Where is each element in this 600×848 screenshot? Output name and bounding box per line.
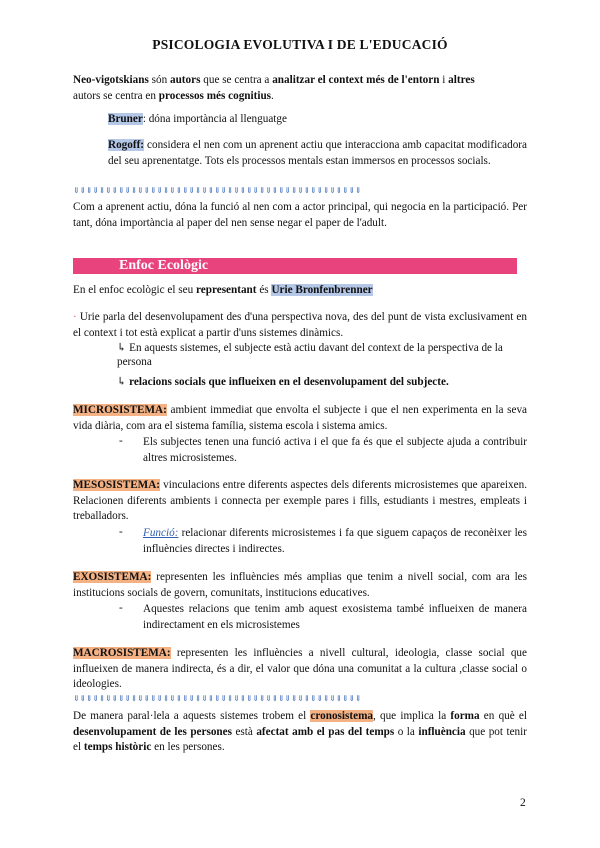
urie-text: Urie parla del desenvolupament des d'una perspectiva nova, des del punt de vista exclusivament en el context i tot està explicat a partir d'uns sistemes dinàmics. xyxy=(73,311,527,339)
crono-text: , que implica la xyxy=(372,710,451,722)
intro-text: i xyxy=(439,74,449,86)
dash-bullet-icon: - xyxy=(119,435,123,447)
rogoff-name: Rogoff: xyxy=(108,139,145,151)
arrow-icon: ↳ xyxy=(117,376,127,388)
intro-altres: altres xyxy=(448,74,475,86)
intro-text: autors se centra en xyxy=(73,89,159,102)
exosistema-subitem: Aquestes relacions que tenim amb aquest exosistema també influeixen de manera indirectament en els microsistemes xyxy=(143,603,527,631)
exosistema-text: representen les influències més amplias que tenim a nivell social, com ara les institucions socials de govern, comunitats, institucions educatives. xyxy=(73,571,527,599)
macrosistema-label: MACROSISTEMA: xyxy=(73,647,171,659)
cronosistema-term: cronosistema xyxy=(310,710,373,722)
arrow-item-text: relacions socials que influeixen en el desenvolupament del subjecte. xyxy=(126,376,449,388)
macrosistema-text: representen les influències a nivell cultural, ideologia, classe social que influeixen de manera indirecta, és a dir, el valor que dóna una comunitat a la cultura ,classe social o ideologies. xyxy=(73,647,527,690)
cronosistema-paragraph xyxy=(73,709,527,756)
intro-text: són xyxy=(148,74,170,86)
eco-paragraph xyxy=(73,283,527,299)
crono-text: De manera paral·lela a aquests sistemes trobem el xyxy=(73,710,311,722)
intro-processos: processos més cognitius xyxy=(158,89,272,102)
macrosistema-paragraph xyxy=(73,646,527,693)
crono-text: en les persones. xyxy=(151,741,225,753)
rogoff-paragraph xyxy=(108,138,527,169)
exosistema-paragraph xyxy=(73,570,527,601)
eco-representant: representant xyxy=(196,284,257,296)
page-title: PSICOLOGIA EVOLUTIVA I DE L'EDUCACIÓ xyxy=(152,37,448,52)
mesosistema-paragraph xyxy=(73,478,527,525)
bruner-name: Bruner xyxy=(108,113,143,125)
microsistema-subitem: Els subjectes tenen una funció activa i el que fa és que el subjecte ajuda a contribuir altres microsistemes. xyxy=(143,436,527,464)
mesosistema-subitem-text: relacionar diferents microsistemes i fa que siguem capaços de reconèixer les influències directes i indirectes. xyxy=(143,527,527,555)
funcio-link[interactable]: Funció: xyxy=(143,527,179,539)
intro-autors: autors xyxy=(169,74,201,86)
exosistema-label: EXOSISTEMA: xyxy=(73,571,152,583)
crono-text: en què el xyxy=(479,710,527,722)
eco-text: és xyxy=(256,284,272,296)
intro-context: analitzar el context més de l'entorn xyxy=(272,74,440,86)
section-heading-bar xyxy=(73,258,517,274)
dash-bullet-icon: - xyxy=(119,526,123,538)
crono-temps-historic: temps històric xyxy=(83,741,152,753)
rogoff-text: considera el nen com un aprenent actiu que interacciona amb capacitat modificadora del seu aprenentatge. Tots els processos mentals estan immersos en processos socials. xyxy=(108,139,527,167)
summary-paragraph: Com a aprenent actiu, dóna la funció al nen com a actor principal, qui negocia en la participació. Per tant, dóna importància al paper del nen sense negar el paper de l'adult. xyxy=(73,201,527,229)
microsistema-label: MICROSISTEMA: xyxy=(73,404,167,416)
bruner-text: : dóna importància al llenguatge xyxy=(142,113,287,125)
eco-author-name: Urie Bronfenbrenner xyxy=(271,284,373,296)
mesosistema-subitem xyxy=(143,526,527,557)
arrow-item-text: En aquests sistemes, el subjecte està actiu davant del context de la perspectiva de la persona xyxy=(117,342,503,368)
section-title: Enfoc Ecològic xyxy=(119,258,209,273)
bruner-paragraph xyxy=(108,112,527,128)
arrow-divider: ⇓⇓⇓⇓⇓⇓⇓⇓⇓⇓⇓⇓⇓⇓⇓⇓⇓⇓⇓⇓⇓⇓⇓⇓⇓⇓⇓⇓⇓⇓⇓⇓⇓⇓⇓⇓⇓⇓⇓⇓⇓⇓⇓⇓⇓ xyxy=(73,694,362,703)
mesosistema-text: vinculacions entre diferents aspectes dels diferents microsistemes que apareixen. Relacionen diferents ambients i connecta per exemple pares i fills, estudiants i mestres, empleats i treballadors. xyxy=(73,479,527,522)
crono-text: o la xyxy=(394,725,419,738)
arrow-item-1 xyxy=(117,341,529,369)
crono-temps: afectat amb el pas del temps xyxy=(256,725,395,738)
dash-bullet-icon: - xyxy=(119,602,123,614)
intro-paragraph xyxy=(73,73,527,104)
arrow-divider: ⇓⇓⇓⇓⇓⇓⇓⇓⇓⇓⇓⇓⇓⇓⇓⇓⇓⇓⇓⇓⇓⇓⇓⇓⇓⇓⇓⇓⇓⇓⇓⇓⇓⇓⇓⇓⇓⇓⇓⇓⇓⇓⇓⇓⇓ xyxy=(73,186,362,195)
crono-forma: forma xyxy=(450,710,480,722)
eco-text: En el enfoc ecològic el seu xyxy=(73,284,197,296)
term-neo-vigotskians: Neo-vigotskians xyxy=(73,74,149,86)
bullet-icon: · xyxy=(73,311,77,323)
urie-paragraph xyxy=(73,310,527,341)
microsistema-text: ambient immediat que envolta el subjecte i que el nen experimenta en la seva vida diària, com ara el sistema família, sistema escola i sistema amics. xyxy=(73,404,527,432)
crono-desenvolupament: desenvolupament de les persones xyxy=(73,725,232,738)
arrow-icon: ↳ xyxy=(117,342,127,354)
crono-text: està xyxy=(231,725,257,738)
intro-text: . xyxy=(271,89,274,102)
crono-text: que pot tenir el xyxy=(73,725,527,753)
arrow-item-2 xyxy=(117,375,517,389)
microsistema-paragraph xyxy=(73,403,527,434)
mesosistema-label: MESOSISTEMA: xyxy=(73,479,161,491)
page-number: 2 xyxy=(520,797,526,809)
intro-text: que se centra a xyxy=(200,74,273,86)
crono-influencia: influència xyxy=(418,725,466,738)
